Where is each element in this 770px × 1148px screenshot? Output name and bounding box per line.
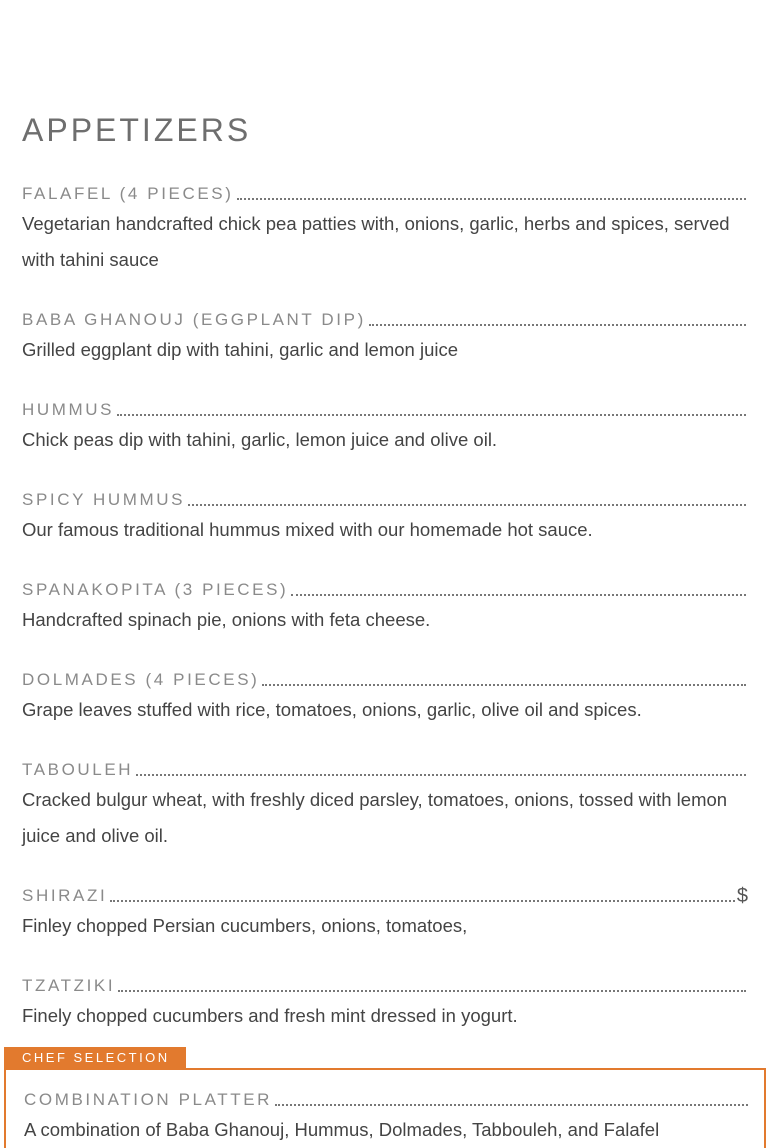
item-header <box>22 666 748 690</box>
dot-leader <box>110 899 735 902</box>
item-description: Chick peas dip with tahini, garlic, lemon juice and olive oil. <box>22 429 498 450</box>
item-header <box>22 756 748 780</box>
item-header <box>22 576 748 600</box>
item-header <box>22 972 748 996</box>
menu-item-tzatziki <box>22 972 748 1034</box>
menu-item-spicy-hummus <box>22 486 748 548</box>
chef-selection-badge: CHEF SELECTION <box>4 1047 186 1069</box>
item-name: BABA GHANOUJ (EGGPLANT DIP) <box>22 310 366 329</box>
item-description: Finley chopped Persian cucumbers, onions, tomatoes, <box>22 915 468 936</box>
item-description: A combination of Baba Ghanouj, Hummus, Dolmades, Tabbouleh, and Falafel <box>24 1119 660 1140</box>
item-name: TZATZIKI <box>22 976 116 995</box>
dot-leader <box>275 1103 748 1106</box>
item-name: DOLMADES (4 PIECES) <box>22 670 260 689</box>
item-price: $ <box>736 885 748 907</box>
menu-item-combination-platter <box>24 1086 750 1148</box>
dot-leader <box>262 683 746 686</box>
item-description: Handcrafted spinach pie, onions with feta cheese. <box>22 609 431 630</box>
item-header <box>22 306 748 330</box>
dot-leader <box>117 413 746 416</box>
dot-leader <box>291 593 746 596</box>
menu-item-falafel <box>22 180 748 278</box>
item-description: Grape leaves stuffed with rice, tomatoes, onions, garlic, olive oil and spices. <box>22 699 642 720</box>
item-description: Cracked bulgur wheat, with freshly diced parsley, tomatoes, onions, tossed with lemon juice and olive oil. <box>22 789 728 846</box>
item-header <box>22 882 748 906</box>
item-name: SHIRAZI <box>22 886 108 905</box>
item-header <box>22 486 748 510</box>
item-name: HUMMUS <box>22 400 115 419</box>
menu-item-dolmades <box>22 666 748 728</box>
dot-leader <box>237 197 746 200</box>
item-name: SPANAKOPITA (3 PIECES) <box>22 580 289 599</box>
menu-item-spanakopita <box>22 576 748 638</box>
section-title: APPETIZERS <box>22 112 252 148</box>
dot-leader <box>369 323 746 326</box>
menu-item-baba-ghanouj <box>22 306 748 368</box>
item-description: Our famous traditional hummus mixed with our homemade hot sauce. <box>22 519 593 540</box>
item-header <box>24 1086 750 1110</box>
item-header <box>22 180 748 204</box>
item-description: Grilled eggplant dip with tahini, garlic and lemon juice <box>22 339 459 360</box>
item-name: TABOULEH <box>22 760 134 779</box>
menu-item-hummus <box>22 396 748 458</box>
menu-item-shirazi <box>22 882 748 944</box>
item-description: Vegetarian handcrafted chick pea patties with, onions, garlic, herbs and spices, served with tahini sauce <box>22 213 730 270</box>
item-name: SPICY HUMMUS <box>22 490 186 509</box>
item-name: FALAFEL (4 PIECES) <box>22 184 234 203</box>
chef-selection-panel <box>4 1068 766 1148</box>
item-name: COMBINATION PLATTER <box>24 1090 273 1109</box>
item-description: Finely chopped cucumbers and fresh mint dressed in yogurt. <box>22 1005 518 1026</box>
dot-leader <box>118 989 746 992</box>
item-header <box>22 396 748 420</box>
dot-leader <box>136 773 746 776</box>
dot-leader <box>188 503 746 506</box>
menu-item-tabouleh <box>22 756 748 854</box>
